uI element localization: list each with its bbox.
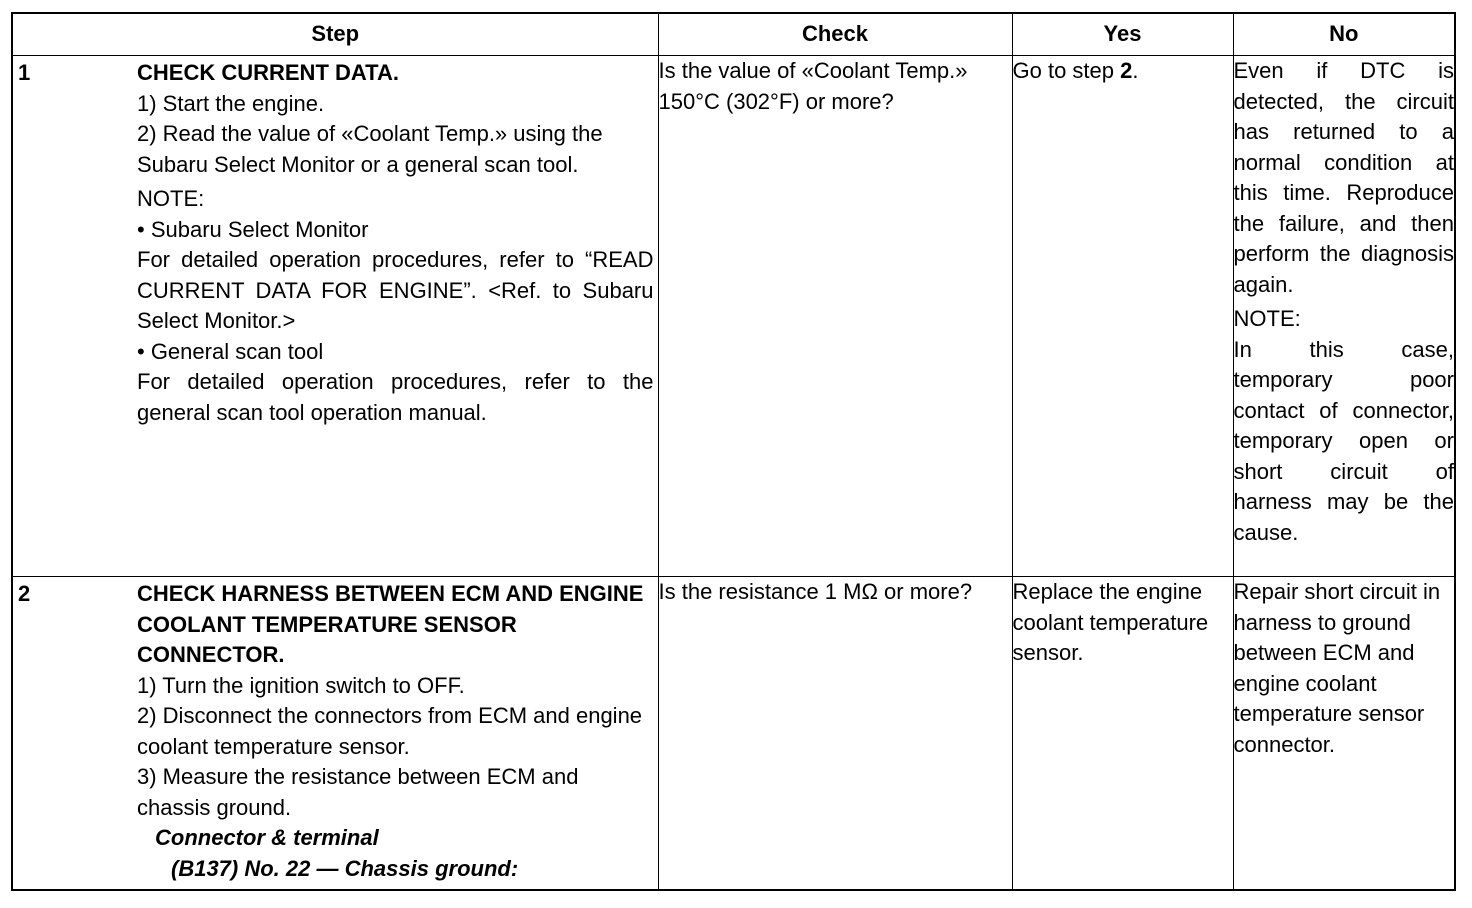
step-instruction: 2) Read the value of «Coolant Temp.» using the Subaru Select Monitor or a general scan tool. — [137, 121, 603, 177]
yes-text: Go to step — [1012, 58, 1121, 83]
step-body — [137, 577, 658, 884]
yes-suffix: . — [1132, 58, 1139, 83]
connector-label: Connector & terminal — [155, 825, 379, 850]
header-check: Check — [658, 13, 1012, 56]
header-yes: Yes — [1012, 13, 1233, 56]
step-instruction: 1) Start the engine. — [137, 90, 325, 116]
yes-step-ref: 2 — [1120, 58, 1133, 83]
note-text: For detailed operation procedures, refer to “READ CURRENT DATA FOR ENGINE”. <Ref. to Subaru Select Monitor.> — [137, 247, 654, 333]
no-note-text: In this case, temporary poor contact of connector, temporary open or short circuit of harness may be the cause. — [1233, 336, 1454, 545]
step-cell — [12, 56, 658, 577]
step-body — [137, 56, 658, 428]
step-title: CHECK CURRENT DATA. — [137, 60, 399, 85]
header-no: No — [1233, 13, 1455, 56]
step-title: CHECK HARNESS BETWEEN ECM AND ENGINE COOLANT TEMPERATURE SENSOR CONNECTOR. — [137, 581, 644, 667]
check-cell: Is the value of «Coolant Temp.» 150°C (302°F) or more? — [658, 56, 1012, 577]
step-instruction: 2) Disconnect the connectors from ECM and engine coolant temperature sensor. — [137, 703, 643, 759]
check-cell: Is the resistance 1 MΩ or more? — [658, 577, 1012, 891]
no-cell: Repair short circuit in harness to ground between ECM and engine coolant temperature sensor connector. — [1233, 577, 1455, 891]
step-number: 2 — [18, 581, 31, 606]
header-row — [12, 13, 1455, 56]
yes-cell: Replace the engine coolant temperature sensor. — [1012, 577, 1233, 891]
connector-terminal: (B137) No. 22 — Chassis ground: — [171, 855, 519, 881]
note-bullet: • Subaru Select Monitor — [137, 216, 369, 242]
note-text: For detailed operation procedures, refer to the general scan tool operation manual. — [137, 369, 654, 425]
yes-cell — [1012, 56, 1233, 577]
diagnostic-table — [11, 12, 1456, 891]
table-row — [12, 577, 1455, 891]
step-instruction: 3) Measure the resistance between ECM and chassis ground. — [137, 764, 579, 820]
table-row — [12, 56, 1455, 577]
step-instruction: 1) Turn the ignition switch to OFF. — [137, 672, 465, 698]
no-text: Even if DTC is detected, the circuit has returned to a normal condition at this time. Reproduce the failure, and then perform the diagnosis again. — [1233, 58, 1454, 297]
no-note-label: NOTE: — [1233, 306, 1301, 331]
header-step: Step — [12, 13, 658, 56]
no-cell — [1233, 56, 1455, 577]
note-bullet: • General scan tool — [137, 338, 324, 364]
step-number: 1 — [18, 60, 31, 85]
note-label: NOTE: — [137, 186, 205, 211]
step-cell — [12, 577, 658, 891]
